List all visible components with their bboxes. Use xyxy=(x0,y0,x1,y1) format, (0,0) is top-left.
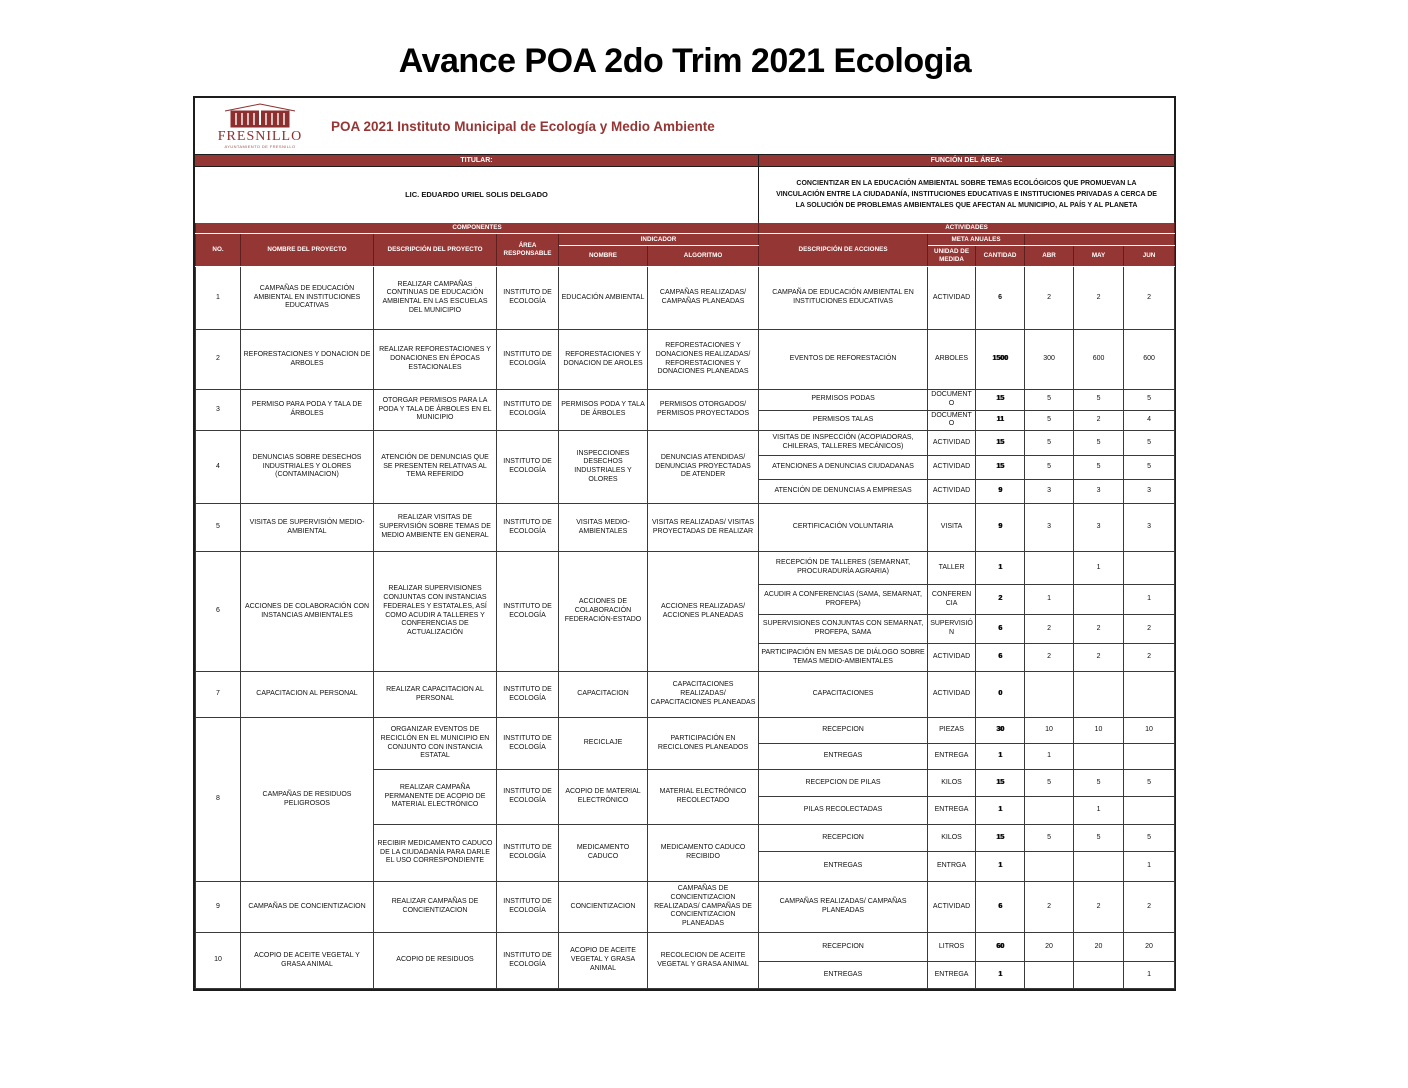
titular-label: TITULAR: xyxy=(460,157,493,164)
cell-project-no: 5 xyxy=(196,504,241,552)
cell-month-may: 2 xyxy=(1074,615,1124,644)
cell-cantidad: 15 xyxy=(976,431,1025,456)
cell-cantidad: 30 xyxy=(976,718,1025,744)
cell-month-jun xyxy=(1124,552,1175,585)
cell-month-jun: 2 xyxy=(1124,615,1175,644)
cell-unit-medida: VISITA xyxy=(928,504,976,552)
cell-month-jun: 5 xyxy=(1124,390,1175,411)
table-row xyxy=(196,504,1175,552)
cell-indicator-name: RECICLAJE xyxy=(559,718,648,770)
cell-action-description: VISITAS DE INSPECCIÓN (ACOPIADORAS, CHILERAS, TALLERES MECÁNICOS) xyxy=(759,431,928,456)
cell-indicator-algorithm: VISITAS REALIZADAS/ VISITAS PROYECTADAS DE REALIZAR xyxy=(648,504,759,552)
table-row xyxy=(196,390,1175,411)
cell-month-jun: 5 xyxy=(1124,770,1175,797)
cell-project-no: 2 xyxy=(196,330,241,390)
cell-month-abr: 300 xyxy=(1025,330,1074,390)
cell-cantidad: 1 xyxy=(976,962,1025,989)
cell-month-abr: 3 xyxy=(1025,480,1074,504)
cell-action-description: CAMPAÑAS REALIZADAS/ CAMPAÑAS PLANEADAS xyxy=(759,882,928,933)
cell-cantidad: 6 xyxy=(976,882,1025,933)
table-row xyxy=(196,933,1175,962)
cell-project-name: REFORESTACIONES Y DONACION DE ARBOLES xyxy=(241,330,374,390)
municipal-building-icon xyxy=(223,103,297,129)
cell-project-description: RECIBIR MEDICAMENTO CADUCO DE LA CIUDADANÍA PARA DARLE EL USO CORRESPONDIENTE xyxy=(374,825,497,882)
cell-unit-medida: LITROS xyxy=(928,933,976,962)
header-unidad-medida: UNIDAD DE MEDIDA xyxy=(928,246,976,267)
cell-month-abr: 2 xyxy=(1025,644,1074,672)
cell-cantidad: 9 xyxy=(976,504,1025,552)
cell-unit-medida: CONFERENCIA xyxy=(928,585,976,615)
cell-month-abr: 20 xyxy=(1025,933,1074,962)
cell-month-may: 2 xyxy=(1074,644,1124,672)
cell-indicator-algorithm: REFORESTACIONES Y DONACIONES REALIZADAS/ REFORESTACIONES Y DONACIONES PLANEADAS xyxy=(648,330,759,390)
cell-project-description: REALIZAR CAMPAÑAS DE CONCIENTIZACION xyxy=(374,882,497,933)
cell-indicator-name: ACOPIO DE MATERIAL ELECTRÓNICO xyxy=(559,770,648,825)
cell-cantidad: 60 xyxy=(976,933,1025,962)
cell-cantidad: 9 xyxy=(976,480,1025,504)
cell-project-description: REALIZAR REFORESTACIONES Y DONACIONES EN ÉPOCAS ESTACIONALES xyxy=(374,330,497,390)
funcion-label: FUNCIÓN DEL ÁREA: xyxy=(758,155,1174,166)
cell-month-may: 5 xyxy=(1074,825,1124,852)
cell-cantidad: 1 xyxy=(976,744,1025,770)
cell-indicator-name: CONCIENTIZACION xyxy=(559,882,648,933)
header-months-spacer xyxy=(1025,234,1175,246)
cell-cantidad: 15 xyxy=(976,390,1025,411)
cell-indicator-algorithm: CAMPAÑAS REALIZADAS/ CAMPAÑAS PLANEADAS xyxy=(648,267,759,330)
cell-month-may: 5 xyxy=(1074,456,1124,480)
logo-wordmark: FRESNILLO xyxy=(217,129,303,144)
header-nombre-proyecto: NOMBRE DEL PROYECTO xyxy=(241,234,374,267)
header-no: NO. xyxy=(196,234,241,267)
cell-area-responsable: INSTITUTO DE ECOLOGÍA xyxy=(497,267,559,330)
cell-action-description: CAPACITACIONES xyxy=(759,672,928,718)
table-row xyxy=(196,431,1175,456)
cell-area-responsable: INSTITUTO DE ECOLOGÍA xyxy=(497,330,559,390)
cell-month-may: 2 xyxy=(1074,267,1124,330)
cell-unit-medida: KILOS xyxy=(928,825,976,852)
cell-cantidad: 1500 xyxy=(976,330,1025,390)
table-row xyxy=(196,718,1175,744)
cell-month-abr: 2 xyxy=(1025,615,1074,644)
cell-month-abr: 5 xyxy=(1025,410,1074,431)
cell-unit-medida: KILOS xyxy=(928,770,976,797)
section-actividades: ACTIVIDADES xyxy=(759,223,1175,234)
cell-month-may: 1 xyxy=(1074,797,1124,825)
cell-month-abr xyxy=(1025,672,1074,718)
cell-action-description: PERMISOS TALAS xyxy=(759,410,928,431)
header-descripcion-proyecto: DESCRIPCIÓN DEL PROYECTO xyxy=(374,234,497,267)
table-row xyxy=(196,882,1175,933)
cell-project-description: REALIZAR CAMPAÑA PERMANENTE DE ACOPIO DE MATERIAL ELECTRÓNICO xyxy=(374,770,497,825)
cell-month-jun: 4 xyxy=(1124,410,1175,431)
cell-month-jun: 1 xyxy=(1124,585,1175,615)
cell-cantidad: 1 xyxy=(976,797,1025,825)
header-area-responsable: ÁREA RESPONSABLE xyxy=(497,234,559,267)
cell-month-abr xyxy=(1025,797,1074,825)
cell-area-responsable: INSTITUTO DE ECOLOGÍA xyxy=(497,431,559,504)
cell-action-description: PILAS RECOLECTADAS xyxy=(759,797,928,825)
cell-action-description: ENTREGAS xyxy=(759,962,928,989)
cell-month-abr: 5 xyxy=(1025,456,1074,480)
poa-table-body xyxy=(196,267,1175,989)
titular-funcion-band xyxy=(195,154,1174,167)
cell-action-description: PERMISOS PODAS xyxy=(759,390,928,411)
cell-unit-medida: ACTIVIDAD xyxy=(928,456,976,480)
cell-month-jun: 10 xyxy=(1124,718,1175,744)
cell-action-description: RECEPCION xyxy=(759,825,928,852)
cell-month-may: 3 xyxy=(1074,480,1124,504)
cell-project-no: 4 xyxy=(196,431,241,504)
funcion-value: CONCIENTIZAR EN LA EDUCACIÓN AMBIENTAL SOBRE TEMAS ECOLÓGICOS QUE PROMUEVAN LA VINCULACIÓN ENTRE LA CIUDADANÍA, INSTITUCIONES EDUCATIVAS E INSTITUCIONES PRIVADAS A CERCA DE LA SOLUCIÓN DE PROBLEMAS AMBIENTALES QUE AFECTAN AL MUNICIPIO, AL PAÍS Y AL PLANETA xyxy=(758,167,1174,222)
cell-month-abr: 5 xyxy=(1025,770,1074,797)
cell-month-abr: 3 xyxy=(1025,504,1074,552)
cell-month-may: 5 xyxy=(1074,390,1124,411)
cell-indicator-name: ACCIONES DE COLABORACIÓN FEDERACIÓN-ESTADO xyxy=(559,552,648,672)
cell-area-responsable: INSTITUTO DE ECOLOGÍA xyxy=(497,672,559,718)
header-algoritmo: ALGORITMO xyxy=(648,246,759,267)
cell-month-abr: 5 xyxy=(1025,825,1074,852)
cell-action-description: ACUDIR A CONFERENCIAS (SAMA, SEMARNAT, PROFEPA) xyxy=(759,585,928,615)
cell-project-description: REALIZAR CAMPAÑAS CONTINUAS DE EDUCACIÓN AMBIENTAL EN LAS ESCUELAS DEL MUNICIPIO xyxy=(374,267,497,330)
cell-unit-medida: ACTIVIDAD xyxy=(928,431,976,456)
cell-month-may: 3 xyxy=(1074,504,1124,552)
cell-cantidad: 11 xyxy=(976,410,1025,431)
cell-month-may: 5 xyxy=(1074,431,1124,456)
cell-project-name: ACOPIO DE ACEITE VEGETAL Y GRASA ANIMAL xyxy=(241,933,374,989)
cell-month-abr xyxy=(1025,962,1074,989)
cell-area-responsable: INSTITUTO DE ECOLOGÍA xyxy=(497,552,559,672)
cell-indicator-name: EDUCACIÓN AMBIENTAL xyxy=(559,267,648,330)
cell-action-description: RECEPCION DE PILAS xyxy=(759,770,928,797)
poa-table xyxy=(195,222,1175,989)
cell-month-jun: 3 xyxy=(1124,480,1175,504)
cell-month-jun: 2 xyxy=(1124,644,1175,672)
cell-cantidad: 15 xyxy=(976,456,1025,480)
cell-indicator-algorithm: PERMISOS OTORGADOS/ PERMISOS PROYECTADOS xyxy=(648,390,759,431)
cell-cantidad: 15 xyxy=(976,770,1025,797)
cell-project-description: ORGANIZAR EVENTOS DE RECICLÓN EN EL MUNICIPIO EN CONJUNTO CON INSTANCIA ESTATAL xyxy=(374,718,497,770)
header-month-abr: ABR xyxy=(1025,246,1074,267)
cell-indicator-algorithm: CAPACITACIONES REALIZADAS/ CAPACITACIONES PLANEADAS xyxy=(648,672,759,718)
cell-month-jun xyxy=(1124,797,1175,825)
cell-project-description: ATENCIÓN DE DENUNCIAS QUE SE PRESENTEN RELATIVAS AL TEMA REFERIDO xyxy=(374,431,497,504)
cell-unit-medida: ACTIVIDAD xyxy=(928,672,976,718)
cell-cantidad: 1 xyxy=(976,552,1025,585)
cell-month-abr: 10 xyxy=(1025,718,1074,744)
header-cantidad: CANTIDAD xyxy=(976,246,1025,267)
cell-project-no: 8 xyxy=(196,718,241,882)
table-row xyxy=(196,330,1175,390)
cell-indicator-algorithm: MEDICAMENTO CADUCO RECIBIDO xyxy=(648,825,759,882)
cell-unit-medida: TALLER xyxy=(928,552,976,585)
org-header-title: POA 2021 Instituto Municipal de Ecología y Medio Ambiente xyxy=(331,118,715,134)
cell-area-responsable: INSTITUTO DE ECOLOGÍA xyxy=(497,504,559,552)
cell-month-may xyxy=(1074,744,1124,770)
cell-month-may: 20 xyxy=(1074,933,1124,962)
cell-month-jun xyxy=(1124,744,1175,770)
page-title: Avance POA 2do Trim 2021 Ecologia xyxy=(398,42,972,80)
cell-cantidad: 0 xyxy=(976,672,1025,718)
cell-unit-medida: PIEZAS xyxy=(928,718,976,744)
cell-project-no: 6 xyxy=(196,552,241,672)
cell-action-description: PARTICIPACIÓN EN MESAS DE DIÁLOGO SOBRE TEMAS MEDIO-AMBIENTALES xyxy=(759,644,928,672)
header-month-may: MAY xyxy=(1074,246,1124,267)
cell-area-responsable: INSTITUTO DE ECOLOGÍA xyxy=(497,718,559,770)
cell-action-description: ENTREGAS xyxy=(759,744,928,770)
sheet-header xyxy=(195,98,1174,154)
cell-indicator-name: CAPACITACION xyxy=(559,672,648,718)
table-row xyxy=(196,672,1175,718)
cell-month-abr: 1 xyxy=(1025,744,1074,770)
cell-action-description: SUPERVISIONES CONJUNTAS CON SEMARNAT, PROFEPA, SAMA xyxy=(759,615,928,644)
cell-month-may: 1 xyxy=(1074,552,1124,585)
cell-indicator-algorithm: MATERIAL ELECTRÓNICO RECOLECTADO xyxy=(648,770,759,825)
cell-indicator-algorithm: ACCIONES REALIZADAS/ ACCIONES PLANEADAS xyxy=(648,552,759,672)
cell-unit-medida: SUPERVISIÓN xyxy=(928,615,976,644)
cell-project-description: ACOPIO DE RESIDUOS xyxy=(374,933,497,989)
header-meta-anuales: META ANUALES xyxy=(928,234,1025,246)
cell-indicator-algorithm: CAMPAÑAS DE CONCIENTIZACION REALIZADAS/ CAMPAÑAS DE CONCIENTIZACION PLANEADAS xyxy=(648,882,759,933)
cell-project-name: CAPACITACION AL PERSONAL xyxy=(241,672,374,718)
cell-month-may: 2 xyxy=(1074,410,1124,431)
header-month-jun: JUN xyxy=(1124,246,1175,267)
cell-month-abr: 5 xyxy=(1025,390,1074,411)
cell-project-name: DENUNCIAS SOBRE DESECHOS INDUSTRIALES Y OLORES (CONTAMINACION) xyxy=(241,431,374,504)
cell-month-jun: 5 xyxy=(1124,825,1175,852)
cell-month-may xyxy=(1074,585,1124,615)
cell-project-no: 7 xyxy=(196,672,241,718)
cell-project-description: OTORGAR PERMISOS PARA LA PODA Y TALA DE ÁRBOLES EN EL MUNICIPIO xyxy=(374,390,497,431)
header-indicador: INDICADOR xyxy=(559,234,759,246)
cell-month-abr xyxy=(1025,852,1074,882)
cell-month-may xyxy=(1074,852,1124,882)
cell-month-abr: 5 xyxy=(1025,431,1074,456)
cell-month-jun: 1 xyxy=(1124,852,1175,882)
cell-unit-medida: DOCUMENTO xyxy=(928,390,976,411)
cell-indicator-algorithm: DENUNCIAS ATENDIDAS/ DENUNCIAS PROYECTADAS DE ATENDER xyxy=(648,431,759,504)
titular-value: LIC. EDUARDO URIEL SOLIS DELGADO xyxy=(405,190,548,199)
cell-cantidad: 6 xyxy=(976,267,1025,330)
cell-indicator-name: VISITAS MEDIO-AMBIENTALES xyxy=(559,504,648,552)
cell-indicator-algorithm: PARTICIPACIÓN EN RECICLONES PLANEADOS xyxy=(648,718,759,770)
cell-month-jun xyxy=(1124,672,1175,718)
cell-project-name: VISITAS DE SUPERVISIÓN MEDIO-AMBIENTAL xyxy=(241,504,374,552)
cell-month-jun: 20 xyxy=(1124,933,1175,962)
cell-action-description: RECEPCION xyxy=(759,718,928,744)
cell-unit-medida: ACTIVIDAD xyxy=(928,882,976,933)
cell-action-description: ATENCIÓN DE DENUNCIAS A EMPRESAS xyxy=(759,480,928,504)
cell-month-may: 10 xyxy=(1074,718,1124,744)
cell-month-abr xyxy=(1025,552,1074,585)
cell-project-no: 10 xyxy=(196,933,241,989)
cell-project-no: 9 xyxy=(196,882,241,933)
cell-cantidad: 6 xyxy=(976,644,1025,672)
cell-month-may: 600 xyxy=(1074,330,1124,390)
cell-month-abr: 2 xyxy=(1025,882,1074,933)
section-componentes: COMPONENTES xyxy=(196,223,759,234)
cell-indicator-algorithm: RECOLECION DE ACEITE VEGETAL Y GRASA ANIMAL xyxy=(648,933,759,989)
cell-month-jun: 5 xyxy=(1124,456,1175,480)
cell-unit-medida: ARBOLES xyxy=(928,330,976,390)
cell-month-may xyxy=(1074,962,1124,989)
cell-unit-medida: ENTREGA xyxy=(928,797,976,825)
cell-unit-medida: ACTIVIDAD xyxy=(928,644,976,672)
cell-area-responsable: INSTITUTO DE ECOLOGÍA xyxy=(497,390,559,431)
cell-project-no: 3 xyxy=(196,390,241,431)
cell-month-jun: 2 xyxy=(1124,267,1175,330)
cell-project-description: REALIZAR CAPACITACION AL PERSONAL xyxy=(374,672,497,718)
cell-month-may: 2 xyxy=(1074,882,1124,933)
cell-indicator-name: ACOPIO DE ACEITE VEGETAL Y GRASA ANIMAL xyxy=(559,933,648,989)
cell-unit-medida: ENTRGA xyxy=(928,852,976,882)
cell-month-may xyxy=(1074,672,1124,718)
logo-tagline: AYUNTAMIENTO DE FRESNILLO xyxy=(224,144,296,149)
table-row xyxy=(196,552,1175,585)
table-row xyxy=(196,267,1175,330)
cell-area-responsable: INSTITUTO DE ECOLOGÍA xyxy=(497,933,559,989)
cell-indicator-name: MEDICAMENTO CADUCO xyxy=(559,825,648,882)
cell-cantidad: 1 xyxy=(976,852,1025,882)
cell-month-jun: 3 xyxy=(1124,504,1175,552)
poa-sheet xyxy=(193,96,1176,991)
cell-month-jun: 5 xyxy=(1124,431,1175,456)
cell-indicator-name: REFORESTACIONES Y DONACION DE AROLES xyxy=(559,330,648,390)
cell-area-responsable: INSTITUTO DE ECOLOGÍA xyxy=(497,770,559,825)
cell-unit-medida: ACTIVIDAD xyxy=(928,480,976,504)
cell-project-description: REALIZAR VISITAS DE SUPERVISIÓN SOBRE TEMAS DE MEDIO AMBIENTE EN GENERAL xyxy=(374,504,497,552)
cell-project-name: PERMISO PARA PODA Y TALA DE ÁRBOLES xyxy=(241,390,374,431)
cell-month-abr: 1 xyxy=(1025,585,1074,615)
cell-action-description: ENTREGAS xyxy=(759,852,928,882)
cell-month-may: 5 xyxy=(1074,770,1124,797)
cell-project-no: 1 xyxy=(196,267,241,330)
cell-unit-medida: ENTREGA xyxy=(928,744,976,770)
cell-unit-medida: DOCUMENTO xyxy=(928,410,976,431)
cell-project-name: CAMPAÑAS DE EDUCACIÓN AMBIENTAL EN INSTITUCIONES EDUCATIVAS xyxy=(241,267,374,330)
cell-month-jun: 2 xyxy=(1124,882,1175,933)
titular-funcion-values xyxy=(195,167,1174,222)
cell-area-responsable: INSTITUTO DE ECOLOGÍA xyxy=(497,882,559,933)
cell-action-description: RECEPCION xyxy=(759,933,928,962)
cell-action-description: CERTIFICACIÓN VOLUNTARIA xyxy=(759,504,928,552)
cell-action-description: ATENCIONES A DENUNCIAS CIUDADANAS xyxy=(759,456,928,480)
cell-project-name: CAMPAÑAS DE RESIDUOS PELIGROSOS xyxy=(241,718,374,882)
cell-cantidad: 6 xyxy=(976,615,1025,644)
fresnillo-logo xyxy=(195,103,325,149)
cell-month-jun: 600 xyxy=(1124,330,1175,390)
cell-project-name: ACCIONES DE COLABORACIÓN CON INSTANCIAS AMBIENTALES xyxy=(241,552,374,672)
cell-project-description: REALIZAR SUPERVISIONES CONJUNTAS CON INSTANCIAS FEDERALES Y ESTATALES, ASÍ COMO ACUDIR A TALLERES Y CONFERENCIAS DE ACTUALIZACIÓN xyxy=(374,552,497,672)
cell-indicator-name: INSPECCIONES DESECHOS INDUSTRIALES Y OLORES xyxy=(559,431,648,504)
cell-cantidad: 15 xyxy=(976,825,1025,852)
cell-area-responsable: INSTITUTO DE ECOLOGÍA xyxy=(497,825,559,882)
cell-unit-medida: ENTREGA xyxy=(928,962,976,989)
cell-project-name: CAMPAÑAS DE CONCIENTIZACION xyxy=(241,882,374,933)
cell-cantidad: 2 xyxy=(976,585,1025,615)
header-descripcion-acciones: DESCRIPCIÓN DE ACCIONES xyxy=(759,234,928,267)
cell-unit-medida: ACTIVIDAD xyxy=(928,267,976,330)
cell-action-description: EVENTOS DE REFORESTACIÓN xyxy=(759,330,928,390)
cell-indicator-name: PERMISOS PODA Y TALA DE ÁRBOLES xyxy=(559,390,648,431)
cell-month-jun: 1 xyxy=(1124,962,1175,989)
cell-month-abr: 2 xyxy=(1025,267,1074,330)
header-indicador-nombre: NOMBRE xyxy=(559,246,648,267)
cell-action-description: RECEPCIÓN DE TALLERES (SEMARNAT, PROCURADURÍA AGRARIA) xyxy=(759,552,928,585)
cell-action-description: CAMPAÑA DE EDUCACIÓN AMBIENTAL EN INSTITUCIONES EDUCATIVAS xyxy=(759,267,928,330)
